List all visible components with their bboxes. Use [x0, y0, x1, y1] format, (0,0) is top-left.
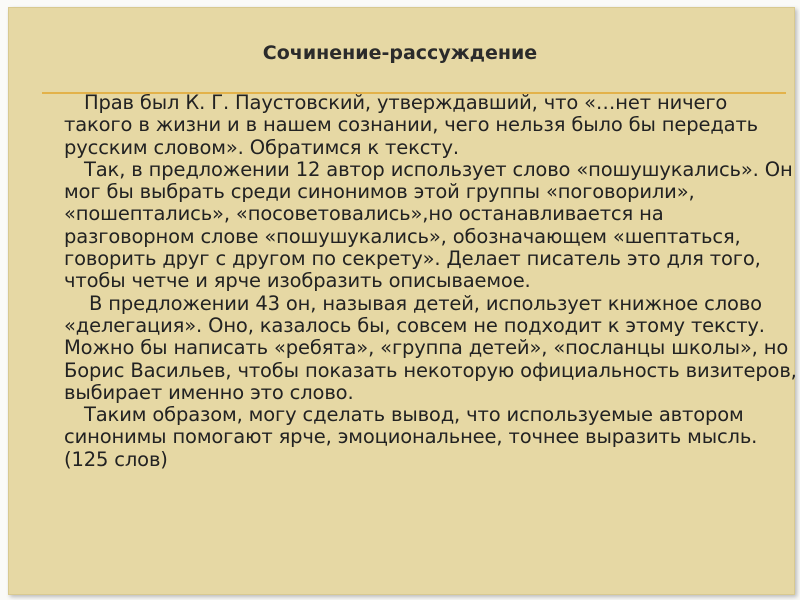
- essay-paragraph-4: Таким образом, могу сделать вывод, что используемые автором синонимы помогают ярче, эмоциональнее, точнее выразить мысль.(125 слов): [64, 403, 758, 471]
- essay-paragraph-3: В предложении 43 он, называя детей, использует книжное слово «делегация». Оно, казалось бы, совсем не подходит к этому тексту. Можно бы написать «ребята», «группа детей», «посланцы школы», но Борис Васильев, чтобы показать некоторую официальность визитеров, выбирает именно это слово.: [64, 291, 797, 404]
- essay-body: [64, 92, 799, 471]
- essay-paragraph-1: Прав был К. Г. Паустовский, утверждавший, что «…нет ничего такого в жизни и в нашем сознании, чего нельзя было бы передать русским словом». Обратимся к тексту.: [64, 91, 759, 159]
- slide-title: Сочинение-рассуждение: [262, 42, 538, 64]
- essay-paragraph-2: Так, в предложении 12 автор использует слово «пошушукались». Он мог бы выбрать среди синонимов этой группы «поговорили», «пошептались», «посоветовались»,но останавливается на разговорном слове «пошушукались», обозначающем «шептаться, говорить друг с другом по секрету». Делает писатель это для того, чтобы четче и ярче изобразить описываемое.: [64, 157, 793, 293]
